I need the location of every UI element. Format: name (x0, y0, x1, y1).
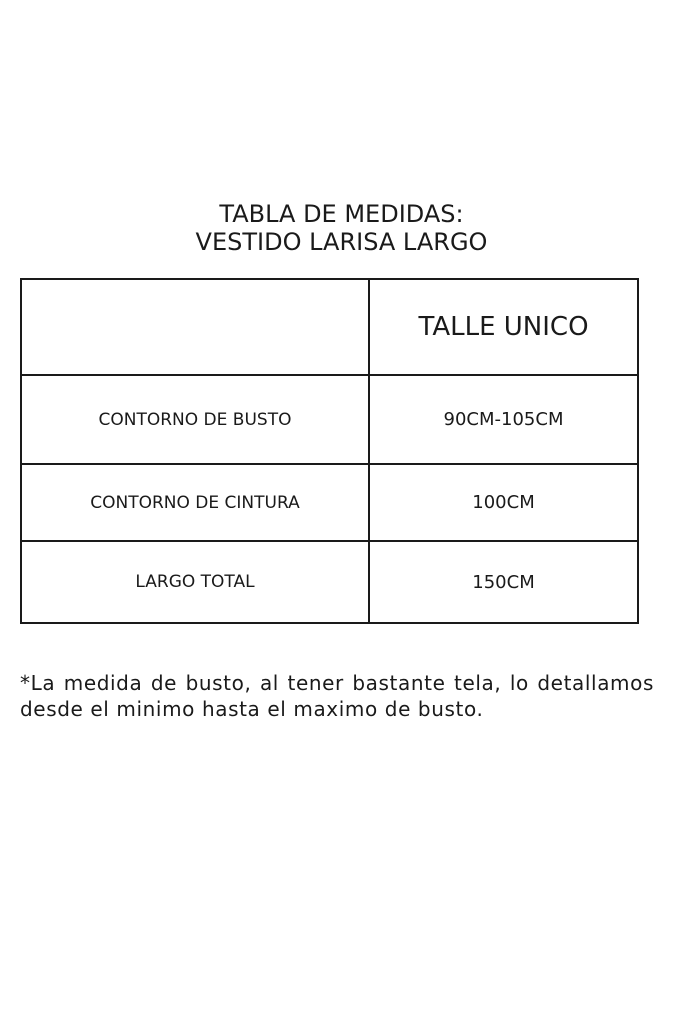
table-header-empty-cell (21, 279, 369, 375)
table-header-row (21, 279, 638, 375)
bust-note: *La medida de busto, al tener bastante tela, lo detallamos desde el minimo hasta el maximo de busto. (20, 671, 654, 721)
row-value-bust: 90CM-105CM (369, 375, 638, 464)
row-value-length: 150CM (369, 541, 638, 623)
row-label-length: LARGO TOTAL (21, 541, 369, 623)
row-value-waist: 100CM (369, 464, 638, 541)
title-line-2: VESTIDO LARISA LARGO (195, 228, 488, 256)
table-header-size: TALLE UNICO (369, 279, 638, 375)
table-row (21, 375, 638, 464)
page-title (0, 200, 683, 256)
table-row (21, 541, 638, 623)
size-table (20, 278, 639, 624)
row-label-bust: CONTORNO DE BUSTO (21, 375, 369, 464)
row-label-waist: CONTORNO DE CINTURA (21, 464, 369, 541)
title-line-1: TABLA DE MEDIDAS: (219, 200, 464, 228)
table-row (21, 464, 638, 541)
